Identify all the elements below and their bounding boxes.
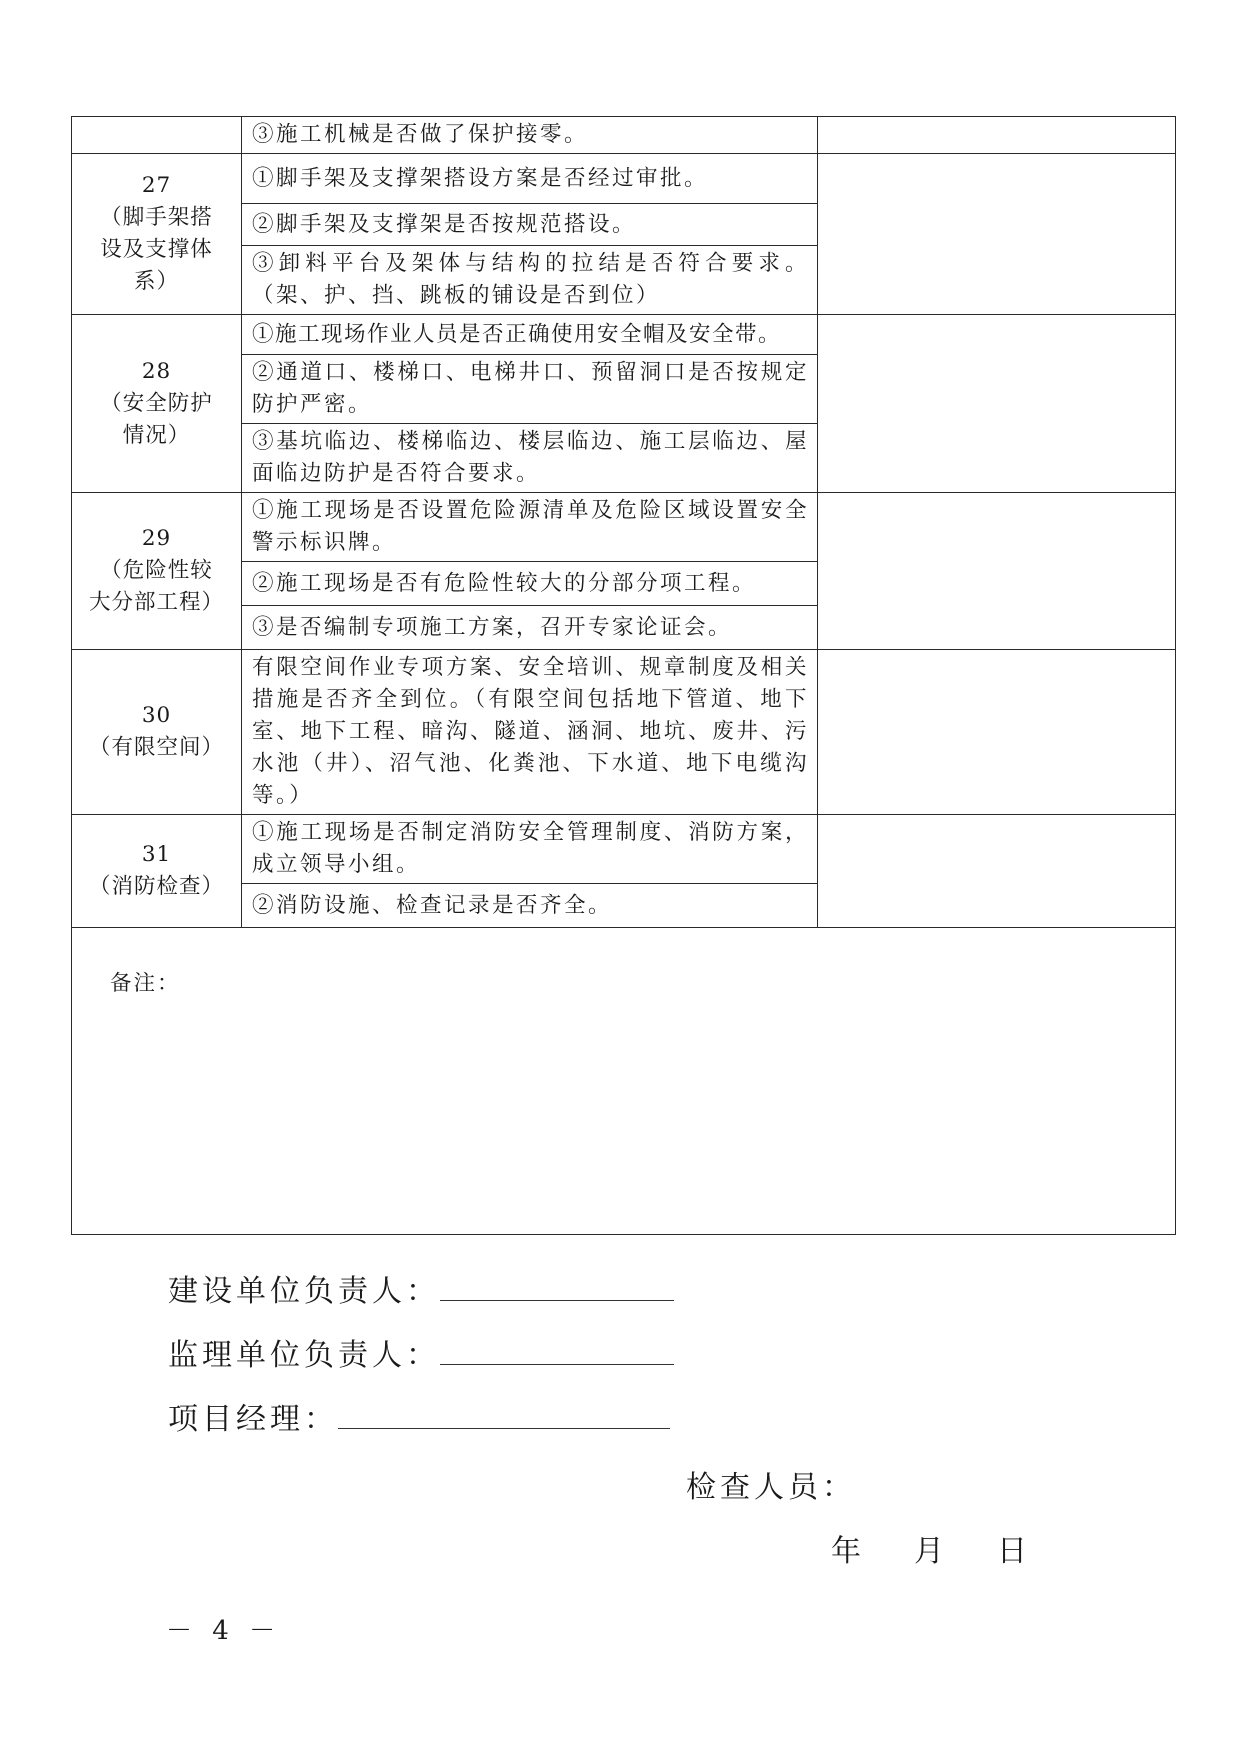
supervision-unit-signature [168, 1334, 674, 1376]
signature-line [338, 1398, 670, 1429]
check-item: ③卸料平台及架体与结构的拉结是否符合要求。（架、护、挡、跳板的铺设是否到位） [242, 246, 818, 315]
item-number-cell [72, 154, 242, 315]
remark-row [72, 928, 1176, 1235]
item-number: 29 [141, 526, 172, 551]
item-title: （危险性较 [100, 558, 213, 583]
check-item: ②施工现场是否有危险性较大的分部分项工程。 [242, 562, 818, 606]
table-row [72, 815, 1176, 884]
project-manager-label: 项目经理： [168, 1402, 338, 1437]
remark-cell [72, 928, 1176, 1235]
check-item: ③基坑临边、楼梯临边、楼层临边、施工层临边、屋面临边防护是否符合要求。 [242, 424, 818, 493]
date-day: 日 [997, 1534, 1027, 1569]
item-title: （脚手架搭 [100, 205, 213, 230]
supervision-unit-label: 监理单位负责人： [168, 1338, 440, 1373]
page-number: － 4 － [166, 1616, 282, 1646]
check-item: ③施工机械是否做了保护接零。 [242, 117, 818, 154]
result-cell [818, 315, 1176, 493]
result-cell [818, 650, 1176, 815]
item-title: （安全防护 [100, 390, 213, 416]
date-month: 月 [914, 1534, 944, 1569]
item-number-cell [72, 650, 242, 815]
check-item: ①脚手架及支撑架搭设方案是否经过审批。 [242, 154, 818, 204]
construction-unit-label: 建设单位负责人： [168, 1274, 440, 1309]
check-item: ②通道口、楼梯口、电梯井口、预留洞口是否按规定防护严密。 [242, 355, 818, 424]
item-number: 27 [141, 173, 172, 198]
signature-line [440, 1270, 674, 1301]
inspection-table [71, 116, 1176, 1235]
table-row [72, 154, 1176, 204]
item-number: 30 [141, 703, 172, 728]
item-title: （消防检查） [88, 874, 224, 899]
check-item: ②脚手架及支撑架是否按规范搭设。 [242, 204, 818, 246]
table-row [72, 493, 1176, 562]
item-number-cell [72, 493, 242, 650]
signature-line [440, 1334, 674, 1365]
item-number-cell [72, 815, 242, 928]
item-title: 系） [133, 269, 179, 294]
check-item: ①施工现场作业人员是否正确使用安全帽及安全带。 [242, 315, 818, 355]
item-title: 情况） [122, 422, 191, 448]
inspector-label: 检查人员： [686, 1470, 856, 1505]
result-cell [818, 154, 1176, 315]
item-title: 大分部工程） [88, 590, 224, 615]
construction-unit-signature [168, 1270, 674, 1312]
item-number: 28 [141, 358, 172, 384]
result-cell [818, 815, 1176, 928]
result-cell [818, 117, 1176, 154]
item-number-cell [72, 117, 242, 154]
remark-label: 备注： [110, 971, 181, 996]
check-item: ①施工现场是否制定消防安全管理制度、消防方案，成立领导小组。 [242, 815, 818, 884]
project-manager-signature [168, 1398, 670, 1440]
item-title: （有限空间） [88, 735, 224, 760]
check-item: ②消防设施、检查记录是否齐全。 [242, 884, 818, 928]
result-cell [818, 493, 1176, 650]
table-row [72, 117, 1176, 154]
table-row [72, 315, 1176, 355]
check-item: ①施工现场是否设置危险源清单及危险区域设置安全警示标识牌。 [242, 493, 818, 562]
date-year: 年 [831, 1534, 861, 1569]
item-number: 31 [141, 842, 172, 867]
item-title: 设及支撑体 [100, 237, 213, 262]
check-item: 有限空间作业专项方案、安全培训、规章制度及相关措施是否齐全到位。（有限空间包括地下管道、地下室、地下工程、暗沟、隧道、涵洞、地坑、废井、污水池（井）、沼气池、化粪池、下水道、地下电缆沟等。） [242, 650, 818, 815]
check-item: ③是否编制专项施工方案，召开专家论证会。 [242, 606, 818, 650]
table-row [72, 650, 1176, 815]
item-number-cell [72, 315, 242, 493]
